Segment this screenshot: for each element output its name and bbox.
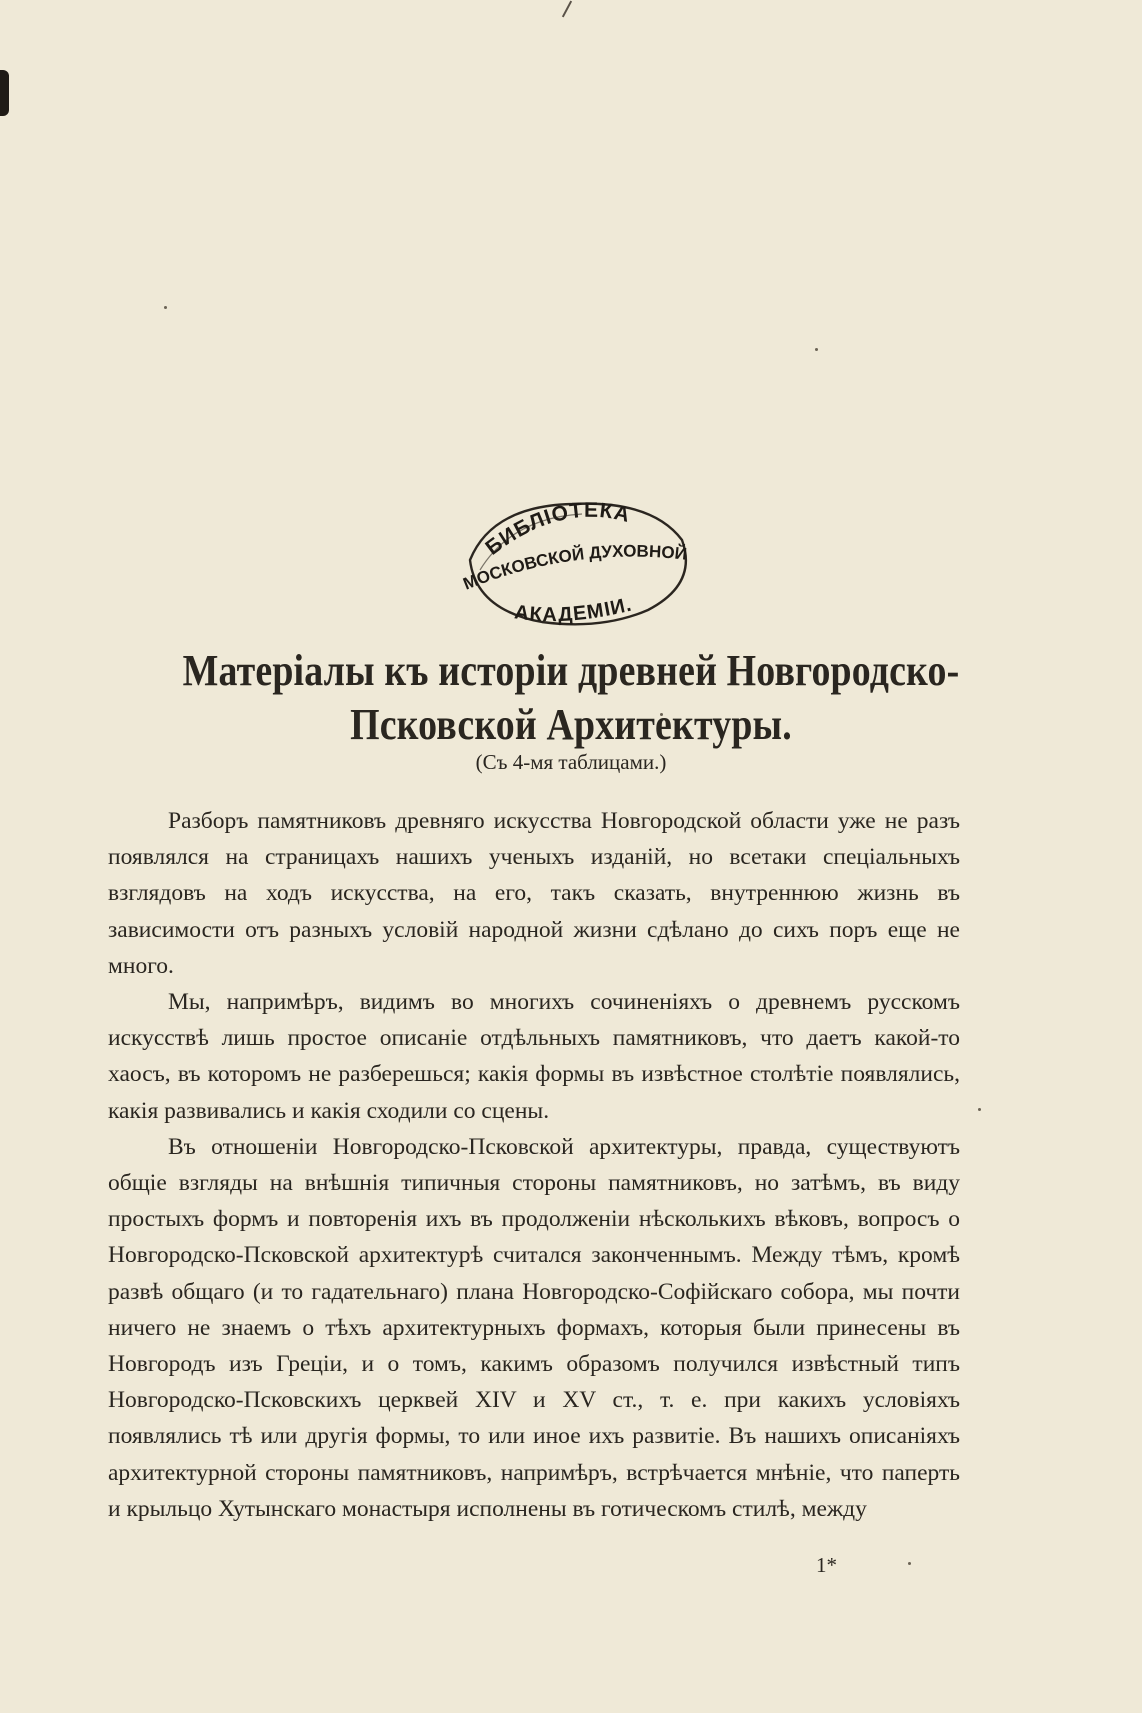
stamp-line-2: МОСКОВСКОЙ ДУХОВНОЙ (460, 541, 688, 594)
paper-speck (815, 348, 818, 351)
body-text (108, 803, 960, 1527)
article-subtitle: (Съ 4-мя таблицами.) (475, 750, 667, 774)
stamp-line-1: БИБЛІОТЕКА (481, 498, 633, 560)
page-number: 1* (816, 1553, 837, 1577)
article-title: Матеріалы къ исторіи древней Новгородско-Псковской Архитектуры. (182, 646, 960, 749)
paragraph: Разборъ памятниковъ древняго искусства Новгородской области уже не разъ появлялся на страницахъ нашихъ ученыхъ изданій, но всетаки спеціальныхъ взглядовъ на ходъ искусства, на его, такъ сказать, внутреннюю жизнь въ зависимости отъ разныхъ условій народной жизни сдѣлано до сихъ поръ еще не много. (108, 808, 960, 979)
paragraph: Въ отношеніи Новгородско-Псковской архитектуры, правда, существуютъ общіе взгляды на внѣшнія типичныя стороны памятниковъ, но затѣмъ, въ виду простыхъ формъ и повторенія ихъ въ продолженіи нѣсколькихъ вѣковъ, вопросъ о Новгородско-Псковской архитектурѣ считался законченнымъ. Между тѣмъ, кромѣ развѣ общаго (и то гадательнаго) плана Новгородско-Софійскаго собора, мы почти ничего не знаемъ о тѣхъ архитектурныхъ формахъ, которыя были принесены въ Новгородъ изъ Греціи, и о томъ, какимъ образомъ получился извѣстный типъ Новгородско-Псковскихъ церквей XIV и XV ст., т. е. при какихъ условіяхъ появлялись тѣ или другія формы, то или иное ихъ развитіе. Въ нашихъ описаніяхъ архитектурной стороны памятниковъ, напримѣръ, встрѣчается мнѣніе, что паперть и крыльцо Хутынскаго монастыря исполнены въ готическомъ стилѣ, между (108, 1133, 960, 1522)
binding-edge (0, 70, 9, 116)
paragraph: Мы, напримѣръ, видимъ во многихъ сочиненіяхъ о древнемъ русскомъ искусствѣ лишь простое описаніе отдѣльныхъ памятниковъ, что даетъ какой-то хаосъ, въ которомъ не разберешься; какія формы въ извѣстное столѣтіе появлялись, какія развивались и какія сходили со сцены. (108, 989, 960, 1124)
library-stamp (452, 494, 702, 630)
paper-speck (908, 1562, 911, 1565)
paper-speck (164, 306, 167, 309)
stamp-line-3: АКАДЕМІИ. (513, 593, 635, 627)
paper-speck (978, 1108, 981, 1111)
pencil-mark (562, 1, 572, 18)
